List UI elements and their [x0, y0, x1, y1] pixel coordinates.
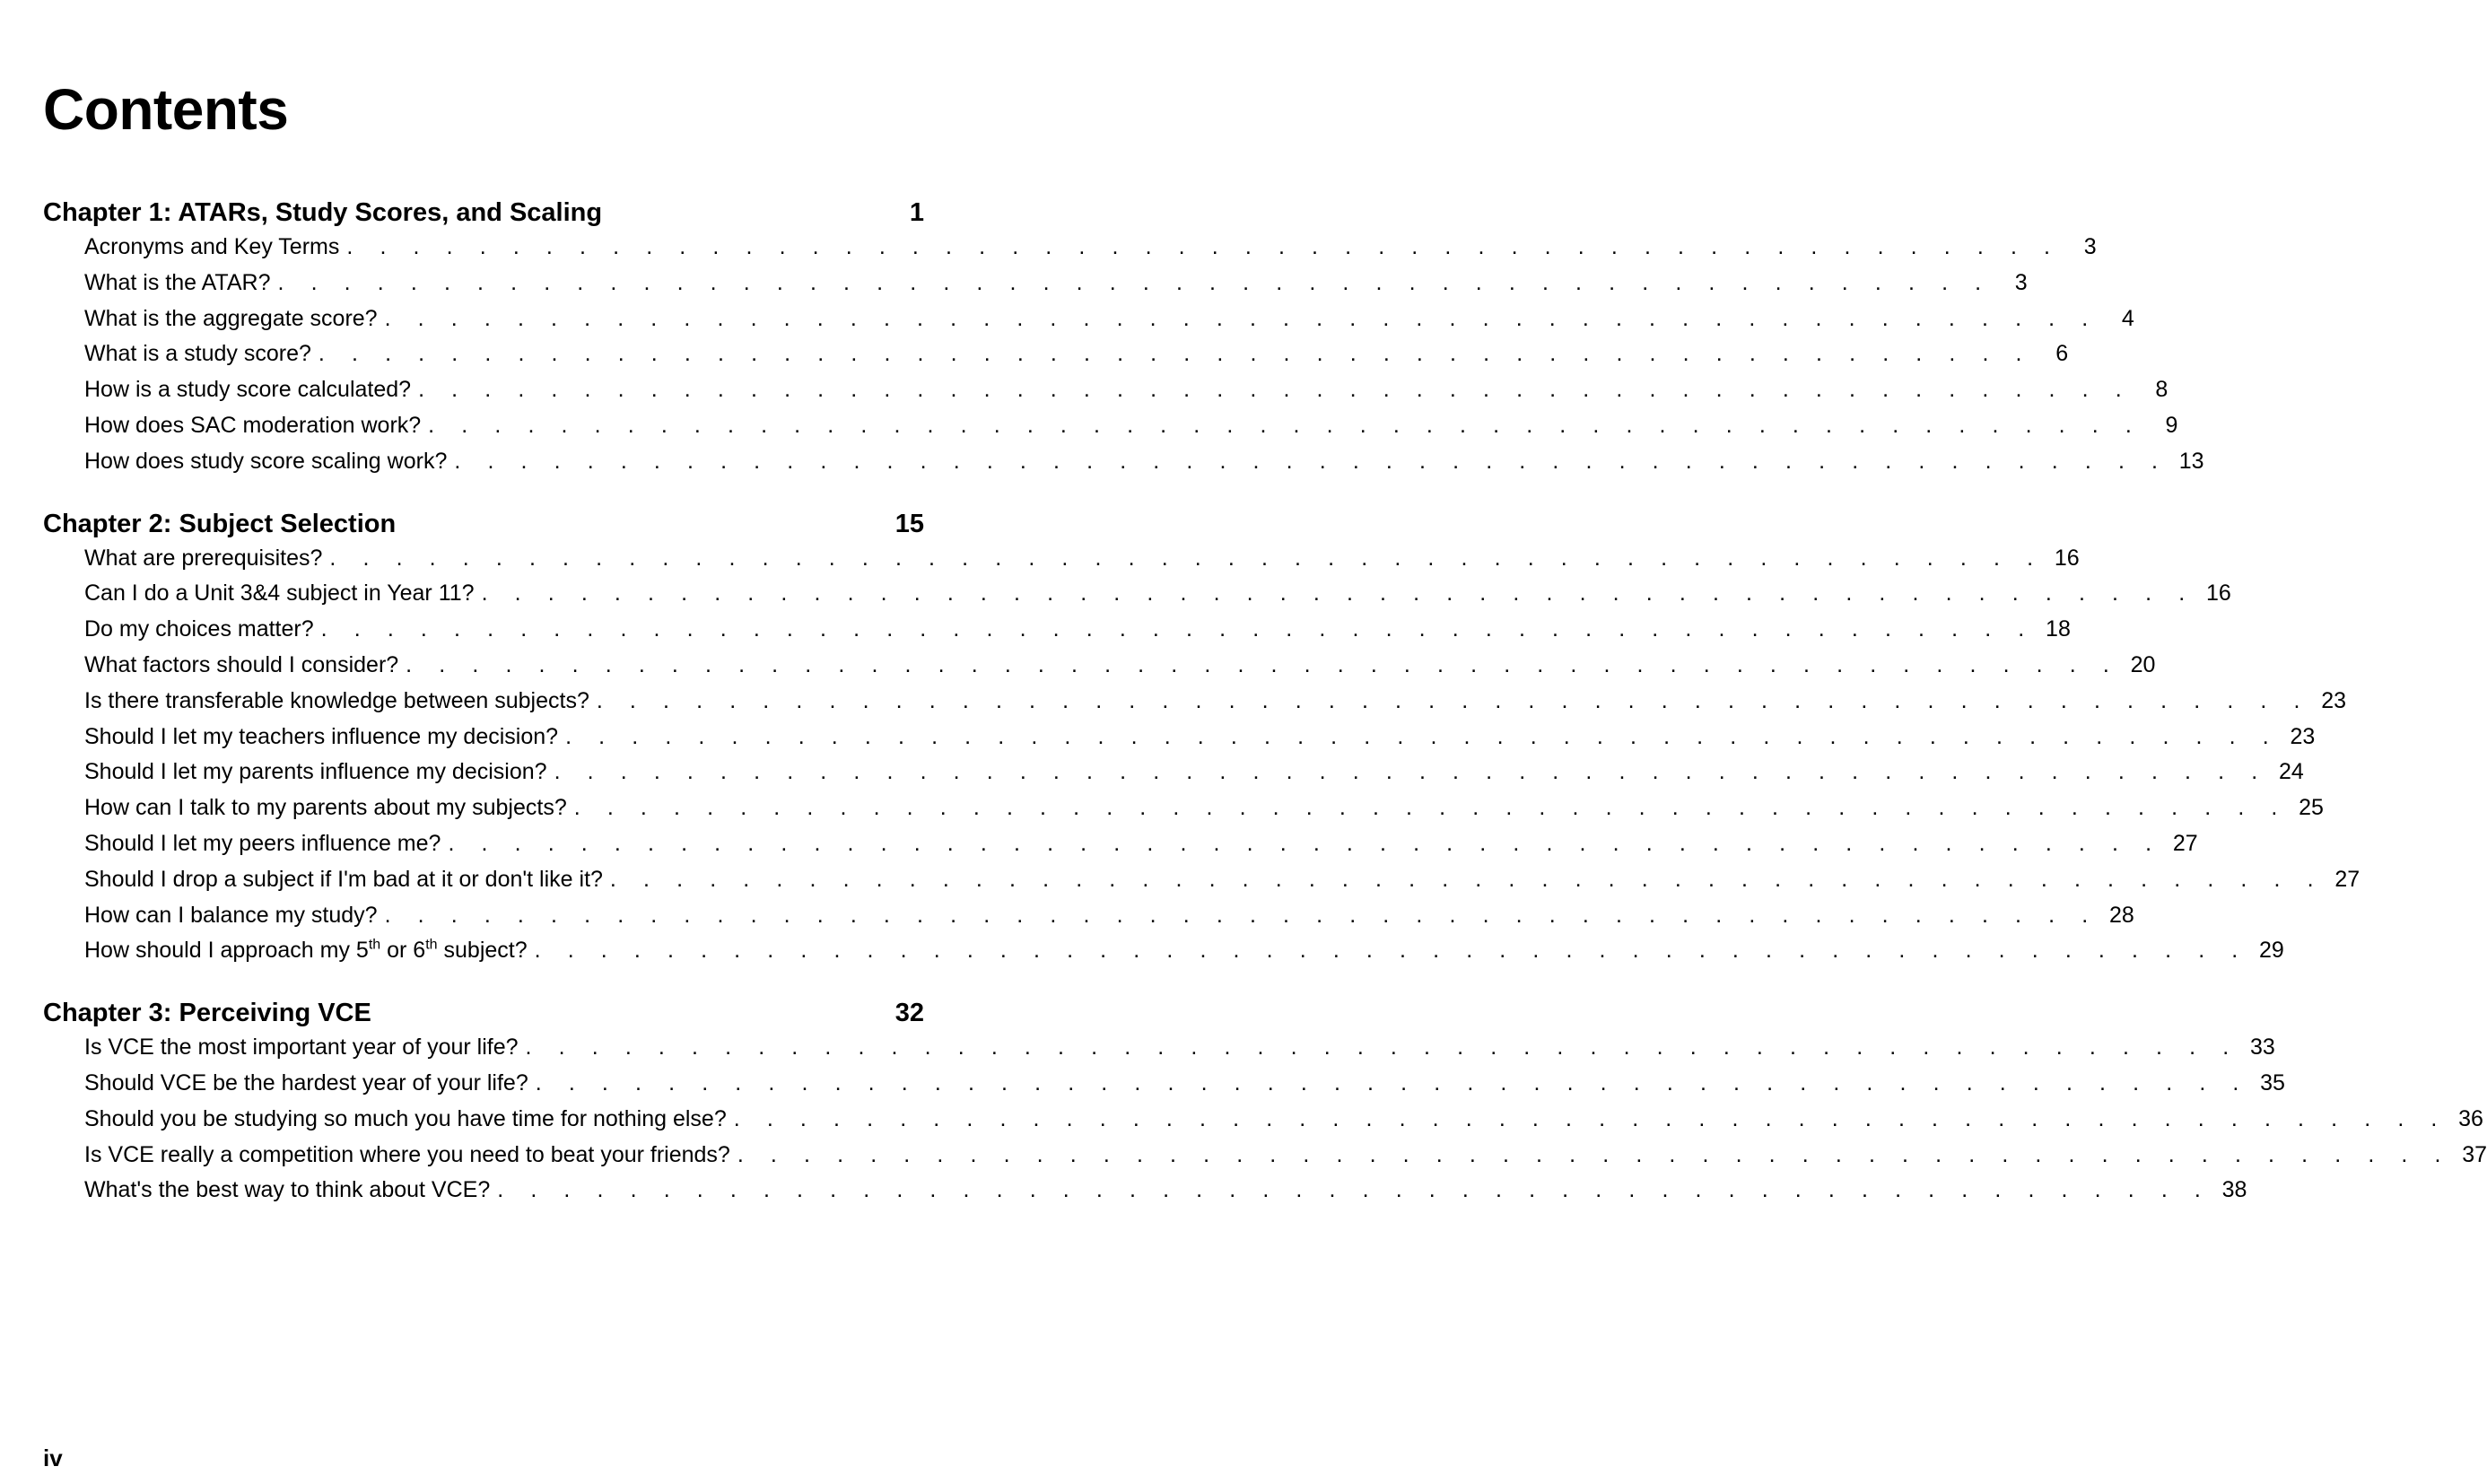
dot-leader: . . . . . . . . . . . . . . . . . . . . . . . . . . . . . . . . . . . . . . . . . . . . . . . . . . . . [320, 616, 2035, 642]
toc-entry[interactable] [43, 336, 2069, 372]
dot-leader: . . . . . . . . . . . . . . . . . . . . . . . . . . . . . . . . . . . . . . . . . . . . . . . . . . . . [497, 1177, 2212, 1203]
entry-page: 4 [2121, 305, 2134, 331]
toc-entry[interactable] [43, 444, 2204, 480]
entry-title: What factors should I consider? [84, 651, 399, 677]
entry-page: 33 [2249, 1034, 2275, 1061]
toc-entry[interactable] [43, 755, 2304, 790]
dot-leader: . . . . . . . . . . . . . . . . . . . . . . . . . . . . . . . . . . . . . . . . . . . . . . . . . . . . [418, 377, 2133, 403]
dot-leader: . . . . . . . . . . . . . . . . . . . . . . . . . . . . . . . . . . . . . . . . . . . . . . . . . . . . [329, 545, 2044, 571]
entry-page: 18 [2046, 616, 2071, 642]
entry-title: Can I do a Unit 3&4 subject in Year 11? [84, 581, 475, 607]
chapter-title: Chapter 3: Perceiving VCE [43, 999, 371, 1028]
entry-title: How does study score scaling work? [84, 448, 448, 474]
chapter-heading[interactable] [43, 507, 924, 541]
dot-leader: . . . . . . . . . . . . . . . . . . . . . . . . . . . . . . . . . . . . . . . . . . . . . . . . . . . . [534, 938, 2248, 964]
entry-page: 3 [2083, 234, 2097, 259]
entry-title: How does SAC moderation work? [84, 412, 422, 438]
dot-leader: . . . . . . . . . . . . . . . . . . . . . . . . . . . . . . . . . . . . . . . . . . . . . . . . . . . . [737, 1141, 2452, 1167]
dot-leader: . . . . . . . . . . . . . . . . . . . . . . . . . . . . . . . . . . . . . . . . . . . . . . . . . . . . [428, 412, 2142, 438]
entry-title [84, 933, 528, 969]
dot-leader: . . . . . . . . . . . . . . . . . . . . . . . . . . . . . . . . . . . . . . . . . . . . . . . . . . . . [733, 1105, 2448, 1131]
dot-leader: . . . . . . . . . . . . . . . . . . . . . . . . . . . . . . . . . . . . . . . . . . . . . . . . . . . . [481, 581, 2195, 607]
chapter-page: 32 [894, 999, 924, 1028]
toc-entry[interactable] [43, 1030, 2275, 1066]
dot-leader: . . . . . . . . . . . . . . . . . . . . . . . . . . . . . . . . . . . . . . . . . . . . . . . . . . . . [346, 234, 2061, 259]
toc-entry[interactable] [43, 301, 2134, 337]
chapter-3 [43, 996, 2487, 1209]
entry-title: What is the ATAR? [84, 269, 271, 295]
toc-entry[interactable] [43, 408, 2178, 444]
toc-entry[interactable] [43, 1138, 2487, 1174]
entry-page: 27 [2172, 830, 2198, 856]
page-title: Contents [43, 77, 289, 142]
dot-leader: . . . . . . . . . . . . . . . . . . . . . . . . . . . . . . . . . . . . . . . . . . . . . . . . . . . . [573, 795, 2288, 821]
dot-leader: . . . . . . . . . . . . . . . . . . . . . . . . . . . . . . . . . . . . . . . . . . . . . . . . . . . . [609, 866, 2325, 892]
chapter-heading[interactable] [43, 996, 924, 1030]
entry-page: 9 [2165, 412, 2178, 438]
entry-title: Should I let my peers influence me? [84, 830, 441, 856]
toc-entry[interactable] [43, 684, 2347, 720]
entry-title: Acronyms and Key Terms [84, 234, 340, 259]
toc-entry[interactable] [43, 612, 2071, 648]
entry-title: Should I let my teachers influence my decision? [84, 723, 559, 749]
entry-title: How can I balance my study? [84, 902, 378, 928]
entry-title: Should VCE be the hardest year of your life? [84, 1069, 528, 1096]
dot-leader: . . . . . . . . . . . . . . . . . . . . . . . . . . . . . . . . . . . . . . . . . . . . . . . . . . . . [454, 448, 2168, 474]
ordinal-suffix: th [425, 938, 438, 954]
entry-page: 16 [2205, 581, 2231, 607]
entry-title: Is VCE the most important year of your life? [84, 1034, 519, 1061]
toc-entry[interactable] [43, 230, 2097, 266]
chapter-heading[interactable] [43, 196, 924, 230]
toc-entry[interactable] [43, 898, 2134, 934]
dot-leader: . . . . . . . . . . . . . . . . . . . . . . . . . . . . . . . . . . . . . . . . . . . . . . . . . . . . [596, 687, 2311, 713]
chapter-1 [43, 196, 2204, 480]
entry-page: 6 [2055, 341, 2069, 367]
page-number: iv [43, 1445, 63, 1471]
chapter-2 [43, 507, 2360, 970]
toc-entry[interactable] [43, 266, 2028, 301]
chapter-title: Chapter 1: ATARs, Study Scores, and Scaling [43, 198, 603, 227]
dot-leader: . . . . . . . . . . . . . . . . . . . . . . . . . . . . . . . . . . . . . . . . . . . . . . . . . . . . [318, 341, 2033, 367]
dot-leader: . . . . . . . . . . . . . . . . . . . . . . . . . . . . . . . . . . . . . . . . . . . . . . . . . . . . [565, 723, 2280, 749]
toc-entry[interactable] [43, 1102, 2483, 1138]
entry-page: 23 [2321, 687, 2347, 713]
toc-entry[interactable] [43, 576, 2231, 612]
entry-title: How can I talk to my parents about my subjects? [84, 795, 567, 821]
entry-page: 38 [2221, 1177, 2247, 1203]
chapter-title: Chapter 2: Subject Selection [43, 509, 397, 538]
entry-page: 36 [2458, 1105, 2483, 1131]
entry-title-part: or 6 [380, 938, 426, 964]
ordinal-suffix: th [368, 938, 381, 954]
dot-leader: . . . . . . . . . . . . . . . . . . . . . . . . . . . . . . . . . . . . . . . . . . . . . . . . . . . . [384, 305, 2099, 331]
dot-leader: . . . . . . . . . . . . . . . . . . . . . . . . . . . . . . . . . . . . . . . . . . . . . . . . . . . . [384, 902, 2099, 928]
entry-page: 37 [2462, 1141, 2487, 1167]
toc-entry[interactable] [43, 1066, 2285, 1102]
entry-title: Is there transferable knowledge between subjects? [84, 687, 589, 713]
entry-page: 29 [2259, 938, 2284, 964]
entry-title: What are prerequisites? [84, 545, 323, 571]
dot-leader: . . . . . . . . . . . . . . . . . . . . . . . . . . . . . . . . . . . . . . . . . . . . . . . . . . . . [554, 759, 2268, 785]
dot-leader: . . . . . . . . . . . . . . . . . . . . . . . . . . . . . . . . . . . . . . . . . . . . . . . . . . . . [535, 1069, 2249, 1096]
dot-leader: . . . . . . . . . . . . . . . . . . . . . . . . . . . . . . . . . . . . . . . . . . . . . . . . . . . . [277, 269, 1992, 295]
toc-entry[interactable] [43, 720, 2316, 755]
entry-page: 3 [2014, 269, 2028, 295]
toc-entry[interactable] [43, 1173, 2247, 1209]
table-of-contents [43, 196, 2487, 1235]
entry-page: 25 [2299, 795, 2324, 821]
entry-page: 23 [2290, 723, 2316, 749]
entry-title: Should you be studying so much you have time for nothing else? [84, 1105, 727, 1131]
toc-entry[interactable] [43, 372, 2168, 408]
entry-title: What is the aggregate score? [84, 305, 378, 331]
entry-title: Is VCE really a competition where you need to beat your friends? [84, 1141, 730, 1167]
entry-title: What is a study score? [84, 341, 311, 367]
dot-leader: . . . . . . . . . . . . . . . . . . . . . . . . . . . . . . . . . . . . . . . . . . . . . . . . . . . . [406, 651, 2120, 677]
toc-entry[interactable] [43, 826, 2198, 862]
chapter-page: 1 [909, 198, 924, 227]
entry-title-part: How should I approach my 5 [84, 938, 369, 964]
dot-leader: . . . . . . . . . . . . . . . . . . . . . . . . . . . . . . . . . . . . . . . . . . . . . . . . . . . . [448, 830, 2162, 856]
entry-title: Do my choices matter? [84, 616, 314, 642]
entry-page: 27 [2334, 866, 2360, 892]
entry-page: 16 [2054, 545, 2080, 571]
chapter-page: 15 [894, 509, 924, 538]
toc-entry[interactable] [43, 862, 2360, 898]
entry-page: 8 [2155, 377, 2168, 403]
entry-title: Should I let my parents influence my decision? [84, 759, 547, 785]
entry-title: What's the best way to think about VCE? [84, 1177, 491, 1203]
toc-entry[interactable] [43, 933, 2284, 969]
entry-page: 13 [2178, 448, 2204, 474]
entry-page: 35 [2260, 1069, 2285, 1096]
entry-title: Should I drop a subject if I'm bad at it or don't like it? [84, 866, 603, 892]
entry-title: How is a study score calculated? [84, 377, 412, 403]
toc-entry[interactable] [43, 541, 2080, 577]
entry-page: 20 [2130, 651, 2156, 677]
entry-page: 24 [2278, 759, 2304, 785]
toc-entry[interactable] [43, 648, 2156, 684]
toc-entry[interactable] [43, 790, 2324, 826]
entry-title-part: subject? [437, 938, 528, 964]
dot-leader: . . . . . . . . . . . . . . . . . . . . . . . . . . . . . . . . . . . . . . . . . . . . . . . . . . . . [525, 1034, 2239, 1061]
entry-page: 28 [2108, 902, 2134, 928]
